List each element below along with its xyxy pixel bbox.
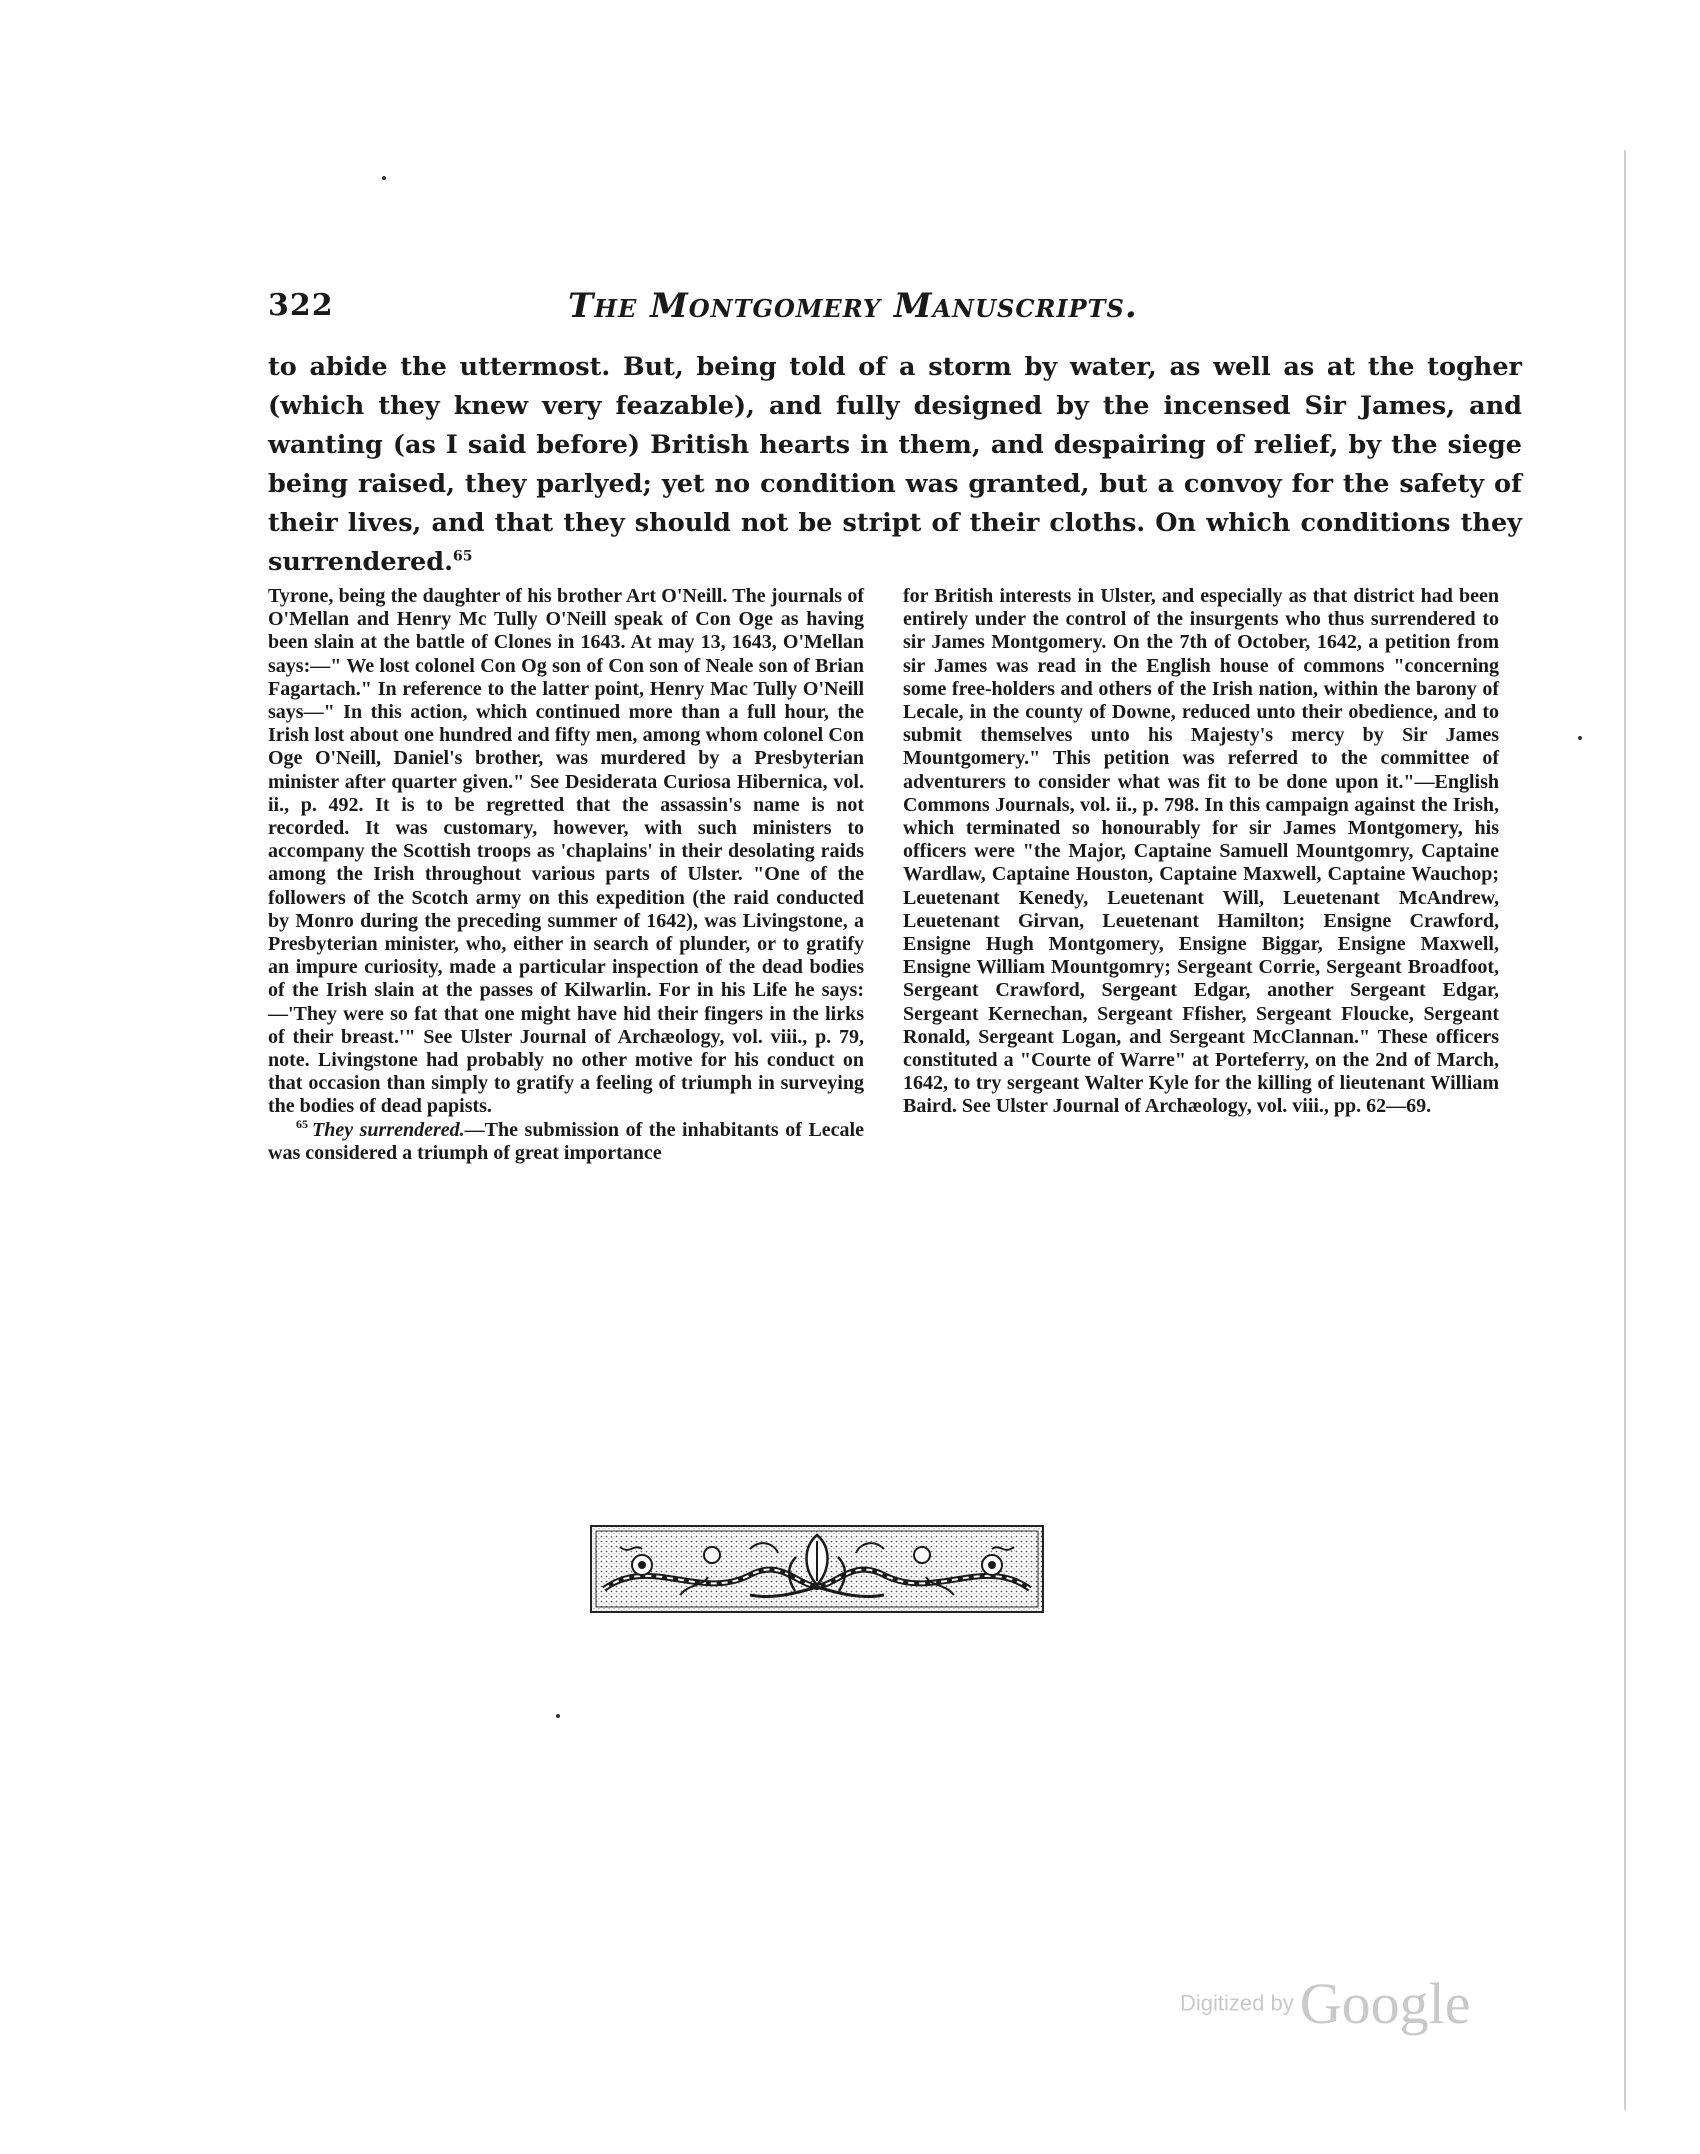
running-title: The Montgomery Manuscripts. — [568, 286, 1138, 326]
footnote-continuation: Tyrone, being the daughter of his brother Art O'Neill. The journals of O'Mellan and Henry Mc Tully O'Neill speak of Con Oge as having been slain at the battle of Clones in 1643. At may 13, 1643, O'Mellan says:—" We lost colonel Con Og son of Con son of Neale son of Brian Fagartach." In reference to the latter point, Henry Mac Tully O'Neill says—" In this action, which continued more than a full hour, the Irish lost about one hundred and fifty men, among whom colonel Con Oge O'Neill, Daniel's brother, was murdered by a Presbyterian minister after quarter given." See Desiderata Curiosa Hibernica, vol. ii., p. 492. It is to be regretted that the assassin's name is not recorded. It was customary, however, with such ministers to accompany the Scottish troops as 'chaplains' in their desolating raids among the Irish throughout various parts of Ulster. "One of the followers of the Scotch army on this expedition (the raid conducted by Monro during the preceding summer of 1642), was Livingstone, a Presbyterian minister, who, either in search of plunder, or to gratify an impure curiosity, made a particular inspection of the dead bodies of the Irish slain at the passes of Kilwarlin. For in his Life he says:—'They were so fat that one might have hid their fingers in the lirks of their breast.'" See Ulster Journal of Archæology, vol. viii., p. 79, note. Livingstone had probably no other motive for his conduct on that occasion than simply to gratify a feeling of triumph in surveying the bodies of dead papists. — [268, 585, 864, 1118]
main-paragraph: to abide the uttermost. But, being told of a storm by water, as well as at the togher (which they knew very feazable), and fully designed by the incensed Sir James, and wanting (as I said before) British hearts in them, and despairing of relief, by the siege being raised, they parlyed; yet no condition was granted, but a convoy for the safety of their lives, and that they should not be stript of their cloths. On which conditions they surrendered. — [268, 352, 1522, 577]
google-logo: Google — [1299, 1971, 1471, 2036]
footnote-65-text-start: —The submission of the inhabitants of Lecale was considered a triumph of great importance — [268, 1118, 864, 1164]
footnotes-left-column — [268, 585, 864, 1165]
scan-speck — [382, 176, 386, 180]
footnote-65 — [268, 1119, 864, 1165]
footnote-65-continuation: for British interests in Ulster, and especially as that district had been entirely under the control of the insurgents who thus surrendered to sir James Montgomery. On the 7th of October, 1642, a petition from sir James was read in the English house of commons "concerning some free-holders and others of the Irish nation, within the barony of Lecale, in the county of Downe, reduced unto their obedience, and to submit themselves unto his Majesty's mercy by Sir James Mountgomery." This petition was referred to the committee of adventurers to consider what was fit to be done upon it."—English Commons Journals, vol. ii., p. 798. In this campaign against the Irish, which terminated so honourably for sir James Montgomery, his officers were "the Major, Captaine Samuell Mountgomry, Captaine Wardlaw, Captaine Houston, Captaine Maxwell, Captaine Wauchop; Leuetenant Kenedy, Leuetenant Will, Leuetenant McAndrew, Leuetenant Girvan, Leuetenant Hamilton; Ensigne Crawford, Ensigne Hugh Montgomery, Ensigne Biggar, Ensigne Maxwell, Ensigne William Mountgomry; Sergeant Corrie, Sergeant Broadfoot, Sergeant Crawford, Sergeant Edgar, another Sergeant Edgar, Sergeant Kernechan, Sergeant Ffisher, Sergeant Floucke, Sergeant Ronald, Sergeant Logan, and Sergeant McClannan." These officers constituted a "Courte of Warre" at Porteferry, on the 2nd of March, 1642, to try sergeant Walter Kyle for the killing of lieutenant William Baird. See Ulster Journal of Archæology, vol. viii., pp. 62—69. — [903, 585, 1499, 1118]
page-edge-rule — [1624, 150, 1626, 2110]
scan-speck — [1578, 736, 1582, 740]
scan-speck — [556, 1714, 560, 1718]
footnote-heading: They surrendered. — [312, 1118, 465, 1141]
page-header — [268, 288, 1522, 332]
footnote-marker: 65 — [296, 1117, 308, 1132]
footnote-reference: 65 — [452, 548, 473, 565]
watermark-prefix: Digitized by — [1180, 1990, 1294, 2016]
page-number: 322 — [268, 288, 334, 323]
footnotes-right-column — [903, 585, 1499, 1119]
floral-tailpiece-ornament — [590, 1525, 1044, 1613]
main-text — [268, 348, 1522, 582]
digitized-watermark — [1180, 1970, 1470, 2037]
